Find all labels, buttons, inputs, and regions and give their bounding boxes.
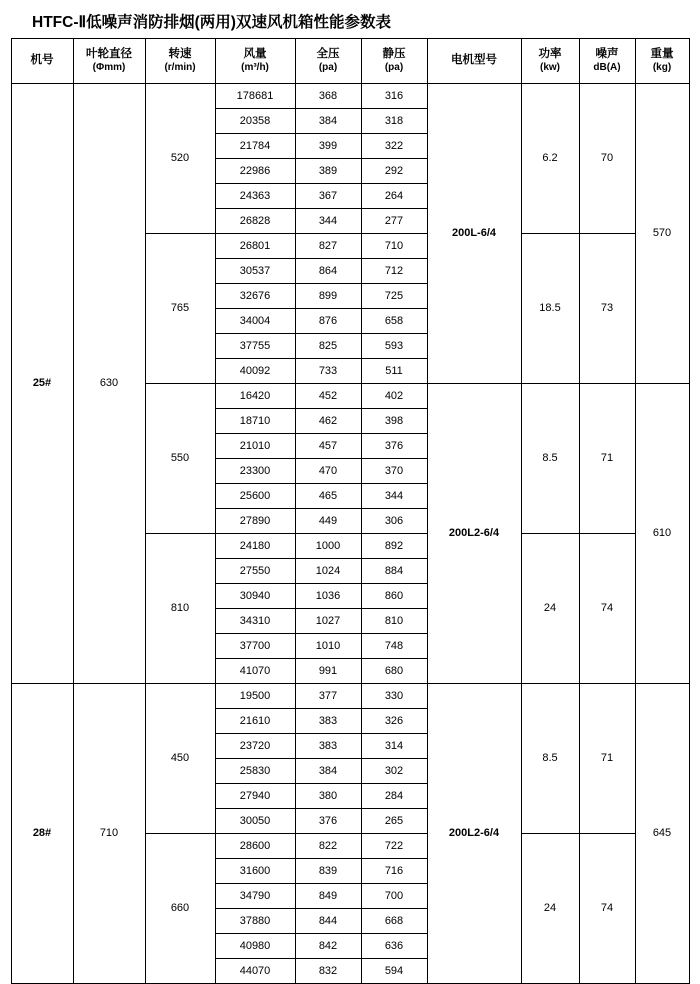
cell-flow: 23300	[215, 459, 295, 484]
cell-weight: 610	[635, 384, 689, 684]
cell-flow: 26801	[215, 234, 295, 259]
cell-flow: 26828	[215, 209, 295, 234]
col-header-motor-model	[427, 39, 521, 84]
cell-noise: 74	[579, 534, 635, 684]
col-header-weight-line1: 重量	[650, 48, 674, 61]
cell-total-pressure: 844	[295, 909, 361, 934]
cell-total-pressure: 733	[295, 359, 361, 384]
cell-static-pressure: 680	[361, 659, 427, 684]
cell-static-pressure: 722	[361, 834, 427, 859]
cell-static-pressure: 748	[361, 634, 427, 659]
cell-static-pressure: 511	[361, 359, 427, 384]
cell-flow: 25830	[215, 759, 295, 784]
cell-total-pressure: 452	[295, 384, 361, 409]
table-body	[11, 84, 689, 984]
col-header-power-line2: (kw)	[540, 62, 560, 74]
cell-static-pressure: 668	[361, 909, 427, 934]
col-header-speed	[145, 39, 215, 84]
cell-total-pressure: 1010	[295, 634, 361, 659]
cell-flow: 41070	[215, 659, 295, 684]
cell-flow: 40092	[215, 359, 295, 384]
cell-flow: 16420	[215, 384, 295, 409]
cell-static-pressure: 593	[361, 334, 427, 359]
cell-total-pressure: 367	[295, 184, 361, 209]
cell-static-pressure: 892	[361, 534, 427, 559]
cell-total-pressure: 849	[295, 884, 361, 909]
table-row	[11, 84, 689, 109]
cell-static-pressure: 370	[361, 459, 427, 484]
cell-flow: 24180	[215, 534, 295, 559]
cell-noise: 71	[579, 684, 635, 834]
col-header-power-line1: 功率	[538, 48, 562, 61]
cell-speed: 520	[145, 84, 215, 234]
col-header-static-pressure-line1: 静压	[382, 48, 406, 61]
col-header-static-pressure	[361, 39, 427, 84]
cell-motor-model: 200L2-6/4	[427, 684, 521, 984]
cell-flow: 30537	[215, 259, 295, 284]
cell-total-pressure: 822	[295, 834, 361, 859]
col-header-noise-line2: dB(A)	[593, 62, 621, 74]
cell-total-pressure: 376	[295, 809, 361, 834]
cell-static-pressure: 314	[361, 734, 427, 759]
col-header-impeller-dia-line2: (Φmm)	[92, 62, 126, 74]
cell-power: 8.5	[521, 384, 579, 534]
cell-static-pressure: 725	[361, 284, 427, 309]
col-header-weight-line2: (kg)	[652, 62, 672, 74]
col-header-flow-line1: 风量	[243, 48, 267, 61]
cell-motor-model: 200L2-6/4	[427, 384, 521, 684]
cell-static-pressure: 292	[361, 159, 427, 184]
cell-total-pressure: 457	[295, 434, 361, 459]
cell-model-no: 28#	[11, 684, 73, 984]
col-header-motor-model-line1: 电机型号	[451, 53, 497, 66]
cell-total-pressure: 825	[295, 334, 361, 359]
cell-total-pressure: 832	[295, 959, 361, 984]
cell-total-pressure: 839	[295, 859, 361, 884]
cell-flow: 20358	[215, 109, 295, 134]
cell-static-pressure: 712	[361, 259, 427, 284]
cell-static-pressure: 700	[361, 884, 427, 909]
cell-model-no: 25#	[11, 84, 73, 684]
cell-total-pressure: 1024	[295, 559, 361, 584]
cell-static-pressure: 594	[361, 959, 427, 984]
cell-motor-model: 200L-6/4	[427, 84, 521, 384]
col-header-noise-line1: 噪声	[595, 48, 619, 61]
cell-weight: 645	[635, 684, 689, 984]
cell-static-pressure: 636	[361, 934, 427, 959]
cell-total-pressure: 462	[295, 409, 361, 434]
cell-total-pressure: 399	[295, 134, 361, 159]
cell-weight: 570	[635, 84, 689, 384]
cell-flow: 34310	[215, 609, 295, 634]
cell-static-pressure: 284	[361, 784, 427, 809]
cell-total-pressure: 449	[295, 509, 361, 534]
cell-total-pressure: 344	[295, 209, 361, 234]
cell-speed: 660	[145, 834, 215, 984]
col-header-total-pressure	[295, 39, 361, 84]
cell-static-pressure: 264	[361, 184, 427, 209]
cell-static-pressure: 860	[361, 584, 427, 609]
cell-static-pressure: 658	[361, 309, 427, 334]
cell-static-pressure: 398	[361, 409, 427, 434]
cell-total-pressure: 383	[295, 734, 361, 759]
col-header-flow-line2: (m³/h)	[241, 62, 269, 74]
col-header-model-no	[11, 39, 73, 84]
cell-flow: 27890	[215, 509, 295, 534]
cell-flow: 27940	[215, 784, 295, 809]
cell-flow: 30050	[215, 809, 295, 834]
cell-flow: 27550	[215, 559, 295, 584]
col-header-speed-line2: (r/min)	[164, 62, 196, 74]
cell-power: 18.5	[521, 234, 579, 384]
cell-noise: 70	[579, 84, 635, 234]
cell-power: 6.2	[521, 84, 579, 234]
cell-noise: 74	[579, 834, 635, 984]
cell-static-pressure: 376	[361, 434, 427, 459]
cell-static-pressure: 810	[361, 609, 427, 634]
cell-power: 24	[521, 534, 579, 684]
cell-flow: 34790	[215, 884, 295, 909]
cell-flow: 30940	[215, 584, 295, 609]
col-header-total-pressure-line1: 全压	[316, 48, 340, 61]
cell-total-pressure: 384	[295, 109, 361, 134]
cell-static-pressure: 302	[361, 759, 427, 784]
col-header-total-pressure-line2: (pa)	[318, 62, 338, 74]
cell-speed: 765	[145, 234, 215, 384]
col-header-noise	[579, 39, 635, 84]
table-row	[11, 684, 689, 709]
cell-total-pressure: 991	[295, 659, 361, 684]
cell-total-pressure: 1000	[295, 534, 361, 559]
cell-static-pressure: 318	[361, 109, 427, 134]
cell-total-pressure: 842	[295, 934, 361, 959]
cell-static-pressure: 884	[361, 559, 427, 584]
col-header-flow	[215, 39, 295, 84]
cell-static-pressure: 330	[361, 684, 427, 709]
cell-static-pressure: 344	[361, 484, 427, 509]
cell-total-pressure: 383	[295, 709, 361, 734]
cell-static-pressure: 316	[361, 84, 427, 109]
col-header-power	[521, 39, 579, 84]
cell-flow: 37755	[215, 334, 295, 359]
cell-flow: 19500	[215, 684, 295, 709]
cell-speed: 450	[145, 684, 215, 834]
cell-power: 24	[521, 834, 579, 984]
cell-total-pressure: 899	[295, 284, 361, 309]
col-header-impeller-dia	[73, 39, 145, 84]
cell-impeller-dia: 630	[73, 84, 145, 684]
col-header-model-no-line1: 机号	[30, 53, 54, 66]
cell-total-pressure: 1036	[295, 584, 361, 609]
spec-table	[11, 38, 690, 984]
cell-static-pressure: 277	[361, 209, 427, 234]
cell-flow: 18710	[215, 409, 295, 434]
cell-flow: 25600	[215, 484, 295, 509]
cell-speed: 550	[145, 384, 215, 534]
cell-total-pressure: 380	[295, 784, 361, 809]
cell-flow: 37700	[215, 634, 295, 659]
cell-flow: 24363	[215, 184, 295, 209]
cell-impeller-dia: 710	[73, 684, 145, 984]
col-header-impeller-dia-line1: 叶轮直径	[86, 48, 132, 61]
cell-flow: 22986	[215, 159, 295, 184]
table-header	[11, 39, 689, 84]
cell-static-pressure: 402	[361, 384, 427, 409]
cell-static-pressure: 326	[361, 709, 427, 734]
cell-flow: 37880	[215, 909, 295, 934]
cell-total-pressure: 465	[295, 484, 361, 509]
cell-total-pressure: 384	[295, 759, 361, 784]
cell-total-pressure: 470	[295, 459, 361, 484]
cell-total-pressure: 368	[295, 84, 361, 109]
cell-flow: 21784	[215, 134, 295, 159]
page-title: HTFC-Ⅱ低噪声消防排烟(两用)双速风机箱性能参数表	[32, 14, 391, 31]
cell-static-pressure: 306	[361, 509, 427, 534]
cell-flow: 44070	[215, 959, 295, 984]
cell-total-pressure: 876	[295, 309, 361, 334]
cell-static-pressure: 322	[361, 134, 427, 159]
cell-flow: 28600	[215, 834, 295, 859]
cell-total-pressure: 1027	[295, 609, 361, 634]
cell-flow: 21010	[215, 434, 295, 459]
cell-noise: 71	[579, 384, 635, 534]
cell-flow: 21610	[215, 709, 295, 734]
cell-flow: 178681	[215, 84, 295, 109]
cell-total-pressure: 389	[295, 159, 361, 184]
cell-total-pressure: 864	[295, 259, 361, 284]
col-header-weight	[635, 39, 689, 84]
cell-flow: 31600	[215, 859, 295, 884]
cell-total-pressure: 377	[295, 684, 361, 709]
cell-flow: 32676	[215, 284, 295, 309]
col-header-speed-line1: 转速	[168, 48, 192, 61]
cell-total-pressure: 827	[295, 234, 361, 259]
cell-static-pressure: 716	[361, 859, 427, 884]
cell-flow: 34004	[215, 309, 295, 334]
cell-flow: 40980	[215, 934, 295, 959]
header-row	[11, 39, 689, 84]
cell-power: 8.5	[521, 684, 579, 834]
cell-speed: 810	[145, 534, 215, 684]
cell-static-pressure: 710	[361, 234, 427, 259]
col-header-static-pressure-line2: (pa)	[384, 62, 404, 74]
cell-noise: 73	[579, 234, 635, 384]
cell-static-pressure: 265	[361, 809, 427, 834]
cell-flow: 23720	[215, 734, 295, 759]
